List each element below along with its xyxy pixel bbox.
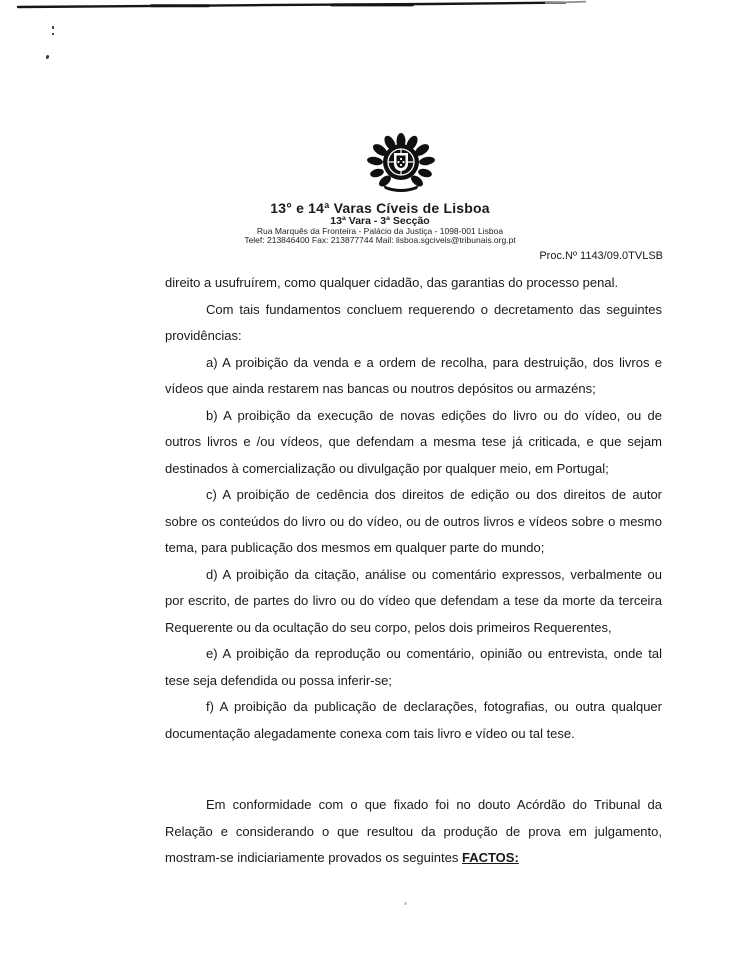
court-section: 13ª Vara - 3ª Secção — [330, 215, 430, 227]
closing-paragraph — [165, 792, 662, 872]
portuguese-coat-of-arms-icon — [367, 133, 435, 193]
process-number: Proc.Nº 1143/09.0TVLSB — [539, 250, 663, 262]
providencia-item-b: b) A proibição da execução de novas edições do livro ou do vídeo, ou de outros livros e /ou vídeos, que defendam a mesma tese já criticada, e que sejam destinados à comercialização ou divulgação por qualquer meio, em Portugal; — [165, 407, 662, 476]
paragraph-intro: Com tais fundamentos concluem requerendo o decretamento das seguintes providências: — [165, 301, 662, 343]
providencia-item-c: c) A proibição de cedência dos direitos de edição ou dos direitos de autor sobre os conteúdos do livro ou do vídeo, ou de outros livros e vídeos sobre o mesmo tema, para publicação dos mesmos em qualquer parte do mundo; — [165, 487, 662, 555]
scan-speck — [52, 26, 54, 29]
scan-speck — [404, 902, 407, 905]
court-contacts: Telef: 213846400 Fax: 213877744 Mail: lisboa.sgciveis@tribunais.org.pt — [244, 235, 516, 245]
court-title: 13° e 14ª Varas Cíveis de Lisboa — [270, 200, 490, 216]
providencia-item-e: e) A proibição da reprodução ou comentário, opinião ou entrevista, onde tal tese seja defendida ou possa inferir-se; — [165, 646, 662, 688]
document-body — [165, 270, 662, 872]
scan-speck — [45, 55, 49, 60]
factos-label: FACTOS: — [461, 850, 519, 865]
court-address: Rua Marquês da Fronteira - Palácio da Justiça - 1098-001 Lisboa — [256, 226, 504, 236]
scan-artifact-top-line — [0, 0, 750, 14]
paragraph-continuation: direito a usufruírem, como qualquer cidadão, das garantias do processo penal. — [165, 275, 619, 290]
scan-speck — [52, 33, 54, 35]
closing-text: Em conformidade com o que fixado foi no douto Acórdão do Tribunal da Relação e considerando o que resultou da produção de prova em julgamento, mostram-se indiciariamente provados os seguintes — [165, 797, 662, 865]
providencia-item-f: f) A proibição da publicação de declarações, fotografias, ou outra qualquer documentação alegadamente conexa com tais livro e vídeo ou tal tese. — [165, 699, 662, 741]
providencia-item-d: d) A proibição da citação, análise ou comentário expressos, verbalmente ou por escrito, de partes do livro ou do vídeo que defendam a tese da morte da terceira Requerente ou da ocultação do seu corpo, pelos dois primeiros Requerentes, — [165, 566, 662, 635]
providencia-item-a: a) A proibição da venda e a ordem de recolha, para destruição, dos livros e vídeos que ainda restarem nas bancas ou noutros depósitos ou armazéns; — [165, 354, 662, 396]
